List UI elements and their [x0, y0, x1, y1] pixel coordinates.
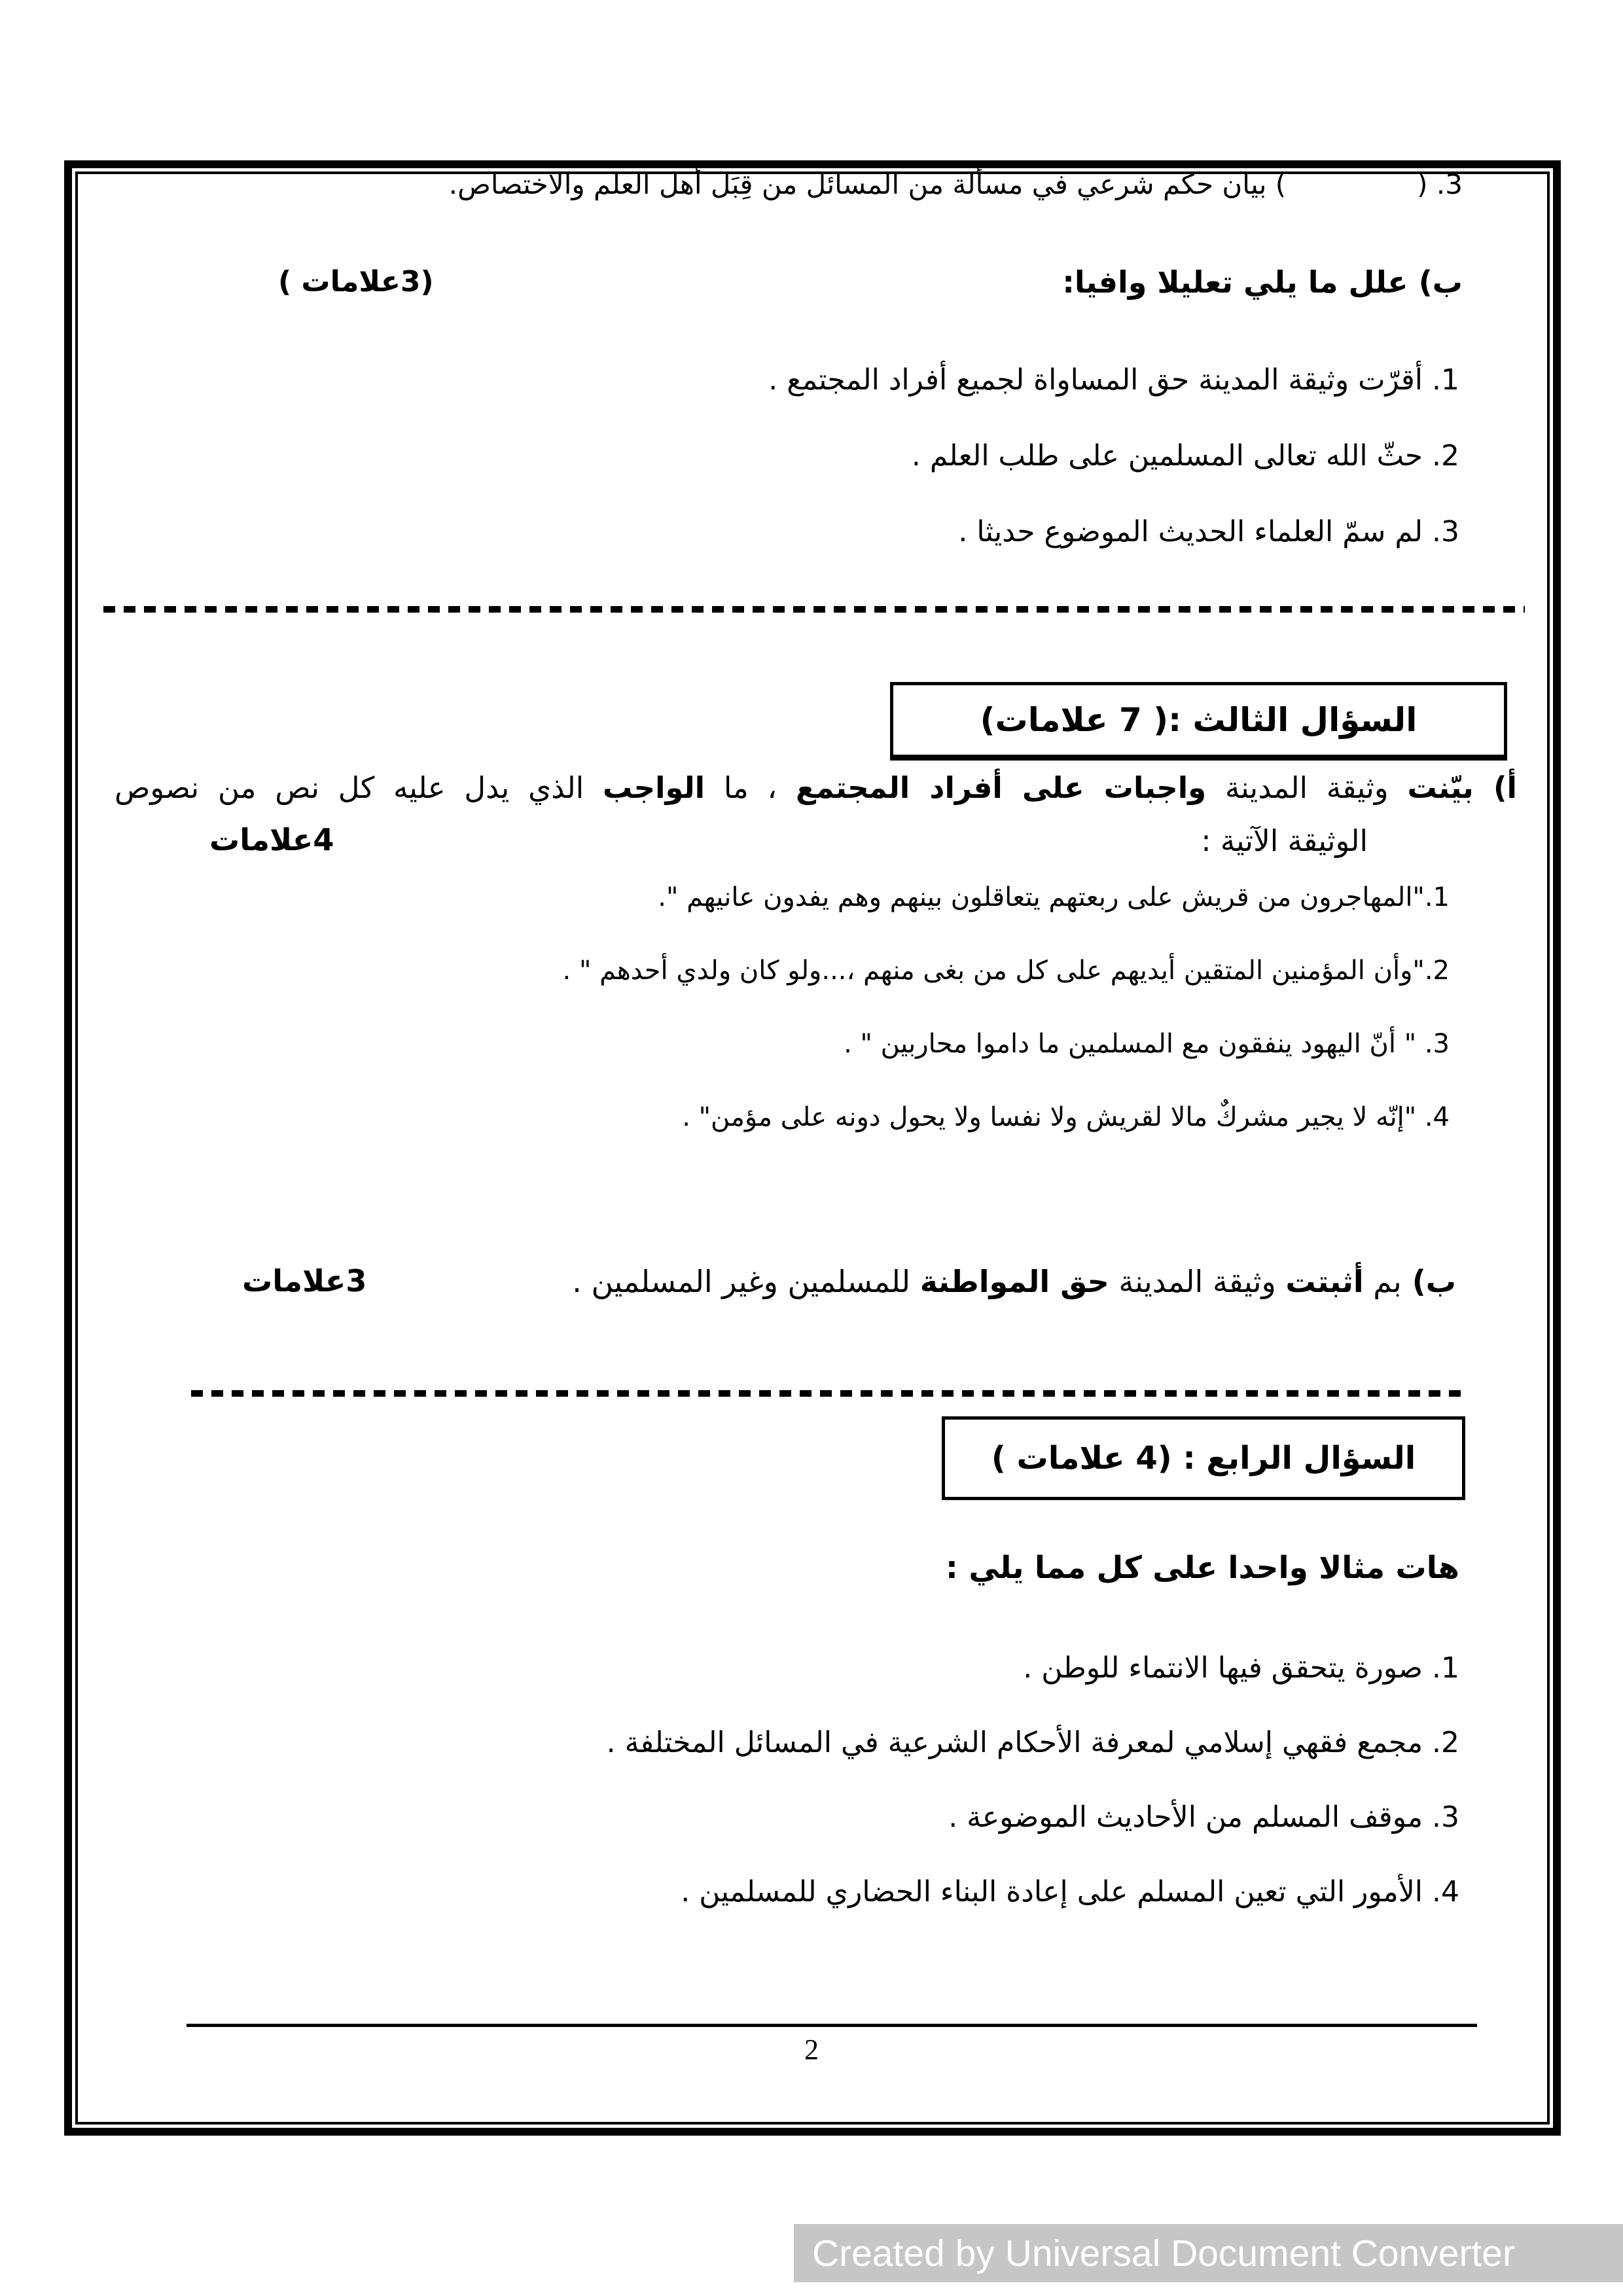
watermark-bar [794, 2224, 1623, 2282]
footer-rule [187, 2024, 1477, 2027]
part-b-part: أثبتت [1285, 1264, 1364, 1299]
list-item: 3. لم سمّ العلماء الحديث الموضوع حديثا . [958, 515, 1459, 548]
part-b-part: ب) [1401, 1264, 1456, 1299]
question3-intro-line2: الوثيقة الآتية : [1201, 823, 1368, 858]
list-item: 1. أقرّت وثيقة المدينة حق المساواة لجميع أفراد المجتمع . [768, 363, 1459, 397]
question3-part-b [572, 1260, 1456, 1304]
question4-title-box [942, 1416, 1465, 1500]
question3-part-b-marks: 3علامات [242, 1263, 367, 1299]
dashed-separator [191, 1390, 1467, 1397]
question3-part-a-marks: 4علامات [209, 822, 334, 857]
list-item: 2. مجمع فقهي إسلامي لمعرفة الأحكام الشرعية في المسائل المختلفة . [606, 1726, 1459, 1759]
page-number: 2 [804, 2034, 819, 2066]
quote-item: 1."المهاجرون من قريش على ربعتهم يتعاقلون بينهم وهم يفدون عانيهم ". [658, 882, 1450, 912]
part-b-item-list [768, 359, 1459, 554]
question4-title: السؤال الرابع : (4 علامات ) [991, 1440, 1416, 1477]
fill-blank-text: ) بيان حكم شرعي في مسألة من المسائل من قِبَل أهل العلم والاختصاص. [448, 168, 1287, 200]
quote-item: 3. " أنّ اليهود ينفقون مع المسلمين ما داموا محاربين " . [844, 1029, 1450, 1059]
intro-part: الواجب [603, 770, 705, 805]
quote-item: 2."وأن المؤمنين المتقين أيديهم على كل من بغى منهم ،...ولو كان ولدي أحدهم " . [562, 956, 1450, 986]
fill-blank-item-3 [449, 165, 1463, 205]
intro-part: واجبات على أفراد المجتمع [795, 770, 1207, 805]
fill-blank-prefix: 3. ( [1417, 168, 1463, 200]
intro-part: الذي يدل عليه كل نص من نصوص [115, 770, 603, 805]
intro-part: ، ما [705, 770, 796, 805]
question3-intro-line1 [115, 766, 1517, 810]
intro-part: وثيقة المدينة [1206, 770, 1408, 805]
question3-title-box [890, 682, 1507, 761]
part-b-part: حق المواطنة [919, 1264, 1109, 1299]
part-b-heading: ب) علل ما يلي تعليلا وافيا: [1062, 264, 1463, 300]
list-item: 1. صورة يتحقق فيها الانتماء للوطن . [1023, 1651, 1459, 1685]
list-item: 4. الأمور التي تعين المسلم على إعادة البناء الحضاري للمسلمين . [681, 1875, 1459, 1909]
part-b-marks: (3علامات ) [278, 265, 434, 298]
question3-quote-list [563, 876, 1450, 1139]
question4-prompt: هات مثالا واحدا على كل مما يلي : [946, 1550, 1459, 1586]
part-b-part: وثيقة المدينة [1109, 1264, 1286, 1299]
watermark-text: Created by Universal Document Converter [812, 2232, 1515, 2274]
part-b-part: بم [1363, 1264, 1402, 1299]
question4-item-list [607, 1647, 1459, 1914]
quote-item: 4. "إنّه لا يجير مشركٌ مالا لقريش ولا نفسا ولا يحول دونه على مؤمن" . [682, 1102, 1450, 1132]
part-b-part: للمسلمين وغير المسلمين . [572, 1264, 920, 1299]
dashed-separator [103, 606, 1525, 613]
intro-part: بيّنت [1407, 770, 1474, 805]
list-item: 2. حثّ الله تعالى المسلمين على طلب العلم . [911, 439, 1459, 473]
list-item: 3. موقف المسلم من الأحاديث الموضوعة . [948, 1801, 1459, 1834]
intro-part: أ) [1473, 770, 1517, 805]
question3-title: السؤال الثالث :( 7 علامات) [980, 701, 1418, 739]
